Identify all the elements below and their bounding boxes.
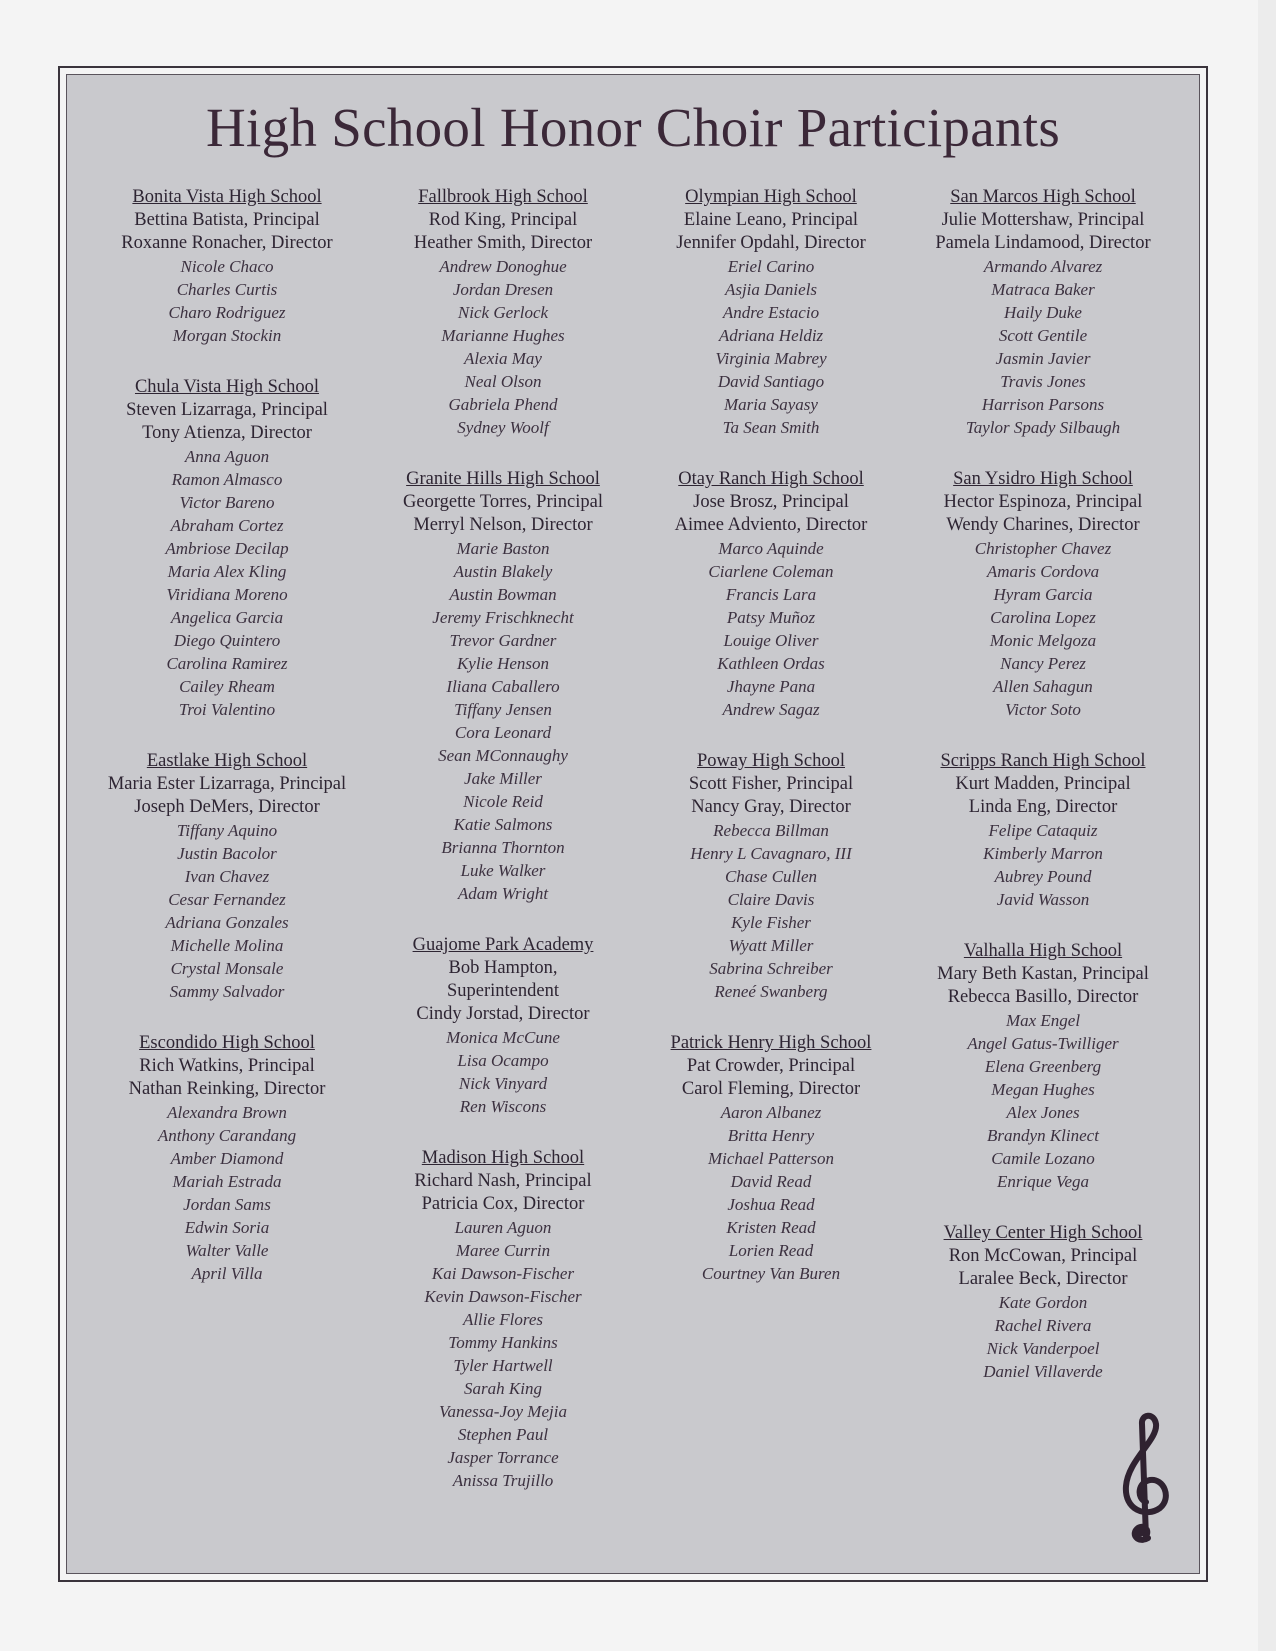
school-name: Chula Vista High School (134, 377, 320, 397)
student-name: Maria Sayasy (724, 395, 818, 414)
student-name: Monic Melgoza (989, 631, 1097, 650)
staff-line: Scott Fisher, Principal (688, 774, 854, 794)
staff-line: Rich Watkins, Principal (139, 1056, 315, 1076)
student-name: Gabriela Phend (448, 395, 558, 414)
school-block (636, 186, 906, 439)
student-name: Felipe Cataquiz (988, 821, 1098, 840)
student-name: Carolina Lopez (990, 608, 1096, 627)
student-name: Marianne Hughes (441, 326, 565, 345)
student-name: Haily Duke (1004, 303, 1082, 322)
school-block (908, 186, 1178, 439)
student-name: Andrew Sagaz (722, 700, 820, 719)
school-name: San Ysidro High School (953, 469, 1133, 489)
staff-line: Bob Hampton, (448, 958, 558, 978)
student-name: Kyle Fisher (731, 913, 811, 932)
student-name: Angelica Garcia (170, 608, 284, 627)
student-name: Morgan Stockin (172, 326, 282, 345)
student-name: Crystal Monsale (170, 959, 284, 978)
student-name: Camile Lozano (991, 1149, 1095, 1168)
student-name: April Villa (191, 1264, 263, 1283)
student-name: Adriana Gonzales (165, 913, 289, 932)
column-1 (92, 186, 362, 1314)
student-name: Nick Gerlock (457, 303, 549, 322)
staff-line: Jose Brosz, Principal (693, 492, 849, 512)
student-name: Louige Oliver (723, 631, 819, 650)
student-name: Walter Valle (185, 1241, 269, 1260)
student-name: Jasmin Javier (995, 349, 1091, 368)
student-name: Anna Aguon (184, 447, 270, 466)
student-name: Kathleen Ordas (717, 654, 825, 673)
student-name: Max Engel (1005, 1011, 1081, 1030)
student-name: Lauren Aguon (454, 1218, 552, 1237)
student-name: Rachel Rivera (994, 1316, 1092, 1335)
student-name: Charles Curtis (176, 280, 278, 299)
staff-line: Mary Beth Kastan, Principal (937, 964, 1149, 984)
page-title: High School Honor Choir Participants (205, 97, 1061, 158)
student-name: Troi Valentino (178, 700, 276, 719)
student-name: Virginia Mabrey (715, 349, 827, 368)
student-name: Luke Walker (460, 861, 546, 880)
student-name: Carolina Ramirez (166, 654, 288, 673)
student-name: Reneé Swanberg (714, 982, 828, 1001)
student-name: Adam Wright (457, 884, 549, 903)
staff-line: Jennifer Opdahl, Director (676, 233, 866, 253)
school-block (368, 1147, 638, 1492)
school-block (92, 750, 362, 1003)
school-name: Valhalla High School (963, 941, 1123, 961)
school-name: Poway High School (697, 751, 845, 771)
student-name: Neal Olson (464, 372, 542, 391)
student-name: Britta Henry (727, 1126, 815, 1145)
student-name: Elena Greenberg (984, 1057, 1102, 1076)
school-block (908, 1222, 1178, 1383)
school-block (636, 468, 906, 721)
staff-line: Pat Crowder, Principal (686, 1056, 856, 1076)
staff-line: Richard Nash, Principal (414, 1171, 592, 1191)
student-name: Enrique Vega (996, 1172, 1090, 1191)
staff-line: Tony Atienza, Director (142, 423, 312, 443)
student-name: Sabrina Schreiber (709, 959, 833, 978)
staff-line: Rod King, Principal (428, 210, 578, 230)
student-name: Andre Estacio (722, 303, 820, 322)
student-name: Alex Jones (1006, 1103, 1080, 1122)
student-name: Cora Leonard (454, 723, 552, 742)
student-name: Jordan Sams (183, 1195, 271, 1214)
school-name: Scripps Ranch High School (940, 751, 1146, 771)
school-block (92, 1032, 362, 1285)
student-name: Sean MConnaughy (438, 746, 568, 765)
student-name: Jeremy Frischknecht (432, 608, 574, 627)
student-name: Nick Vinyard (458, 1074, 548, 1093)
student-name: Anthony Carandang (157, 1126, 297, 1145)
column-3 (636, 186, 906, 1314)
staff-line: Julie Mottershaw, Principal (941, 210, 1145, 230)
staff-line: Kurt Madden, Principal (955, 774, 1131, 794)
student-name: Lisa Ocampo (457, 1051, 549, 1070)
student-name: Marco Aquinde (718, 539, 824, 558)
school-name: Otay Ranch High School (678, 469, 864, 489)
student-name: Patsy Muñoz (726, 608, 816, 627)
student-name: Matraca Baker (991, 280, 1095, 299)
staff-line: Patricia Cox, Director (421, 1194, 585, 1214)
student-name: Daniel Villaverde (983, 1362, 1103, 1381)
staff-line: Linda Eng, Director (968, 797, 1118, 817)
student-name: Hyram Garcia (993, 585, 1093, 604)
student-name: Vanessa-Joy Mejia (439, 1402, 567, 1421)
student-name: Taylor Spady Silbaugh (965, 418, 1121, 437)
student-name: Monica McCune (446, 1028, 560, 1047)
column-4 (908, 186, 1178, 1412)
student-name: Alexandra Brown (167, 1103, 287, 1122)
student-name: Armando Alvarez (983, 257, 1103, 276)
student-name: Allie Flores (462, 1310, 544, 1329)
student-name: Kate Gordon (998, 1293, 1088, 1312)
student-name: Adriana Heldiz (718, 326, 824, 345)
student-name: Ren Wiscons (459, 1097, 547, 1116)
student-name: Jordan Dresen (452, 280, 554, 299)
student-name: Javid Wasson (996, 890, 1090, 909)
treble-clef-icon (1116, 1410, 1176, 1550)
student-name: Amaris Cordova (986, 562, 1100, 581)
student-name: Katie Salmons (453, 815, 553, 834)
student-name: Joshua Read (727, 1195, 815, 1214)
staff-line: Heather Smith, Director (413, 233, 593, 253)
student-name: Jasper Torrance (447, 1448, 559, 1467)
student-name: Rebecca Billman (713, 821, 829, 840)
student-name: Angel Gatus-Twilliger (967, 1034, 1119, 1053)
student-name: Amber Diamond (170, 1149, 284, 1168)
school-block (908, 940, 1178, 1193)
student-name: Allen Sahagun (993, 677, 1093, 696)
school-name: Olympian High School (685, 187, 857, 207)
student-name: Andrew Donoghue (439, 257, 567, 276)
staff-line: Nathan Reinking, Director (128, 1079, 326, 1099)
student-name: Maria Alex Kling (167, 562, 287, 581)
student-name: Asjia Daniels (724, 280, 818, 299)
student-name: Nicole Chaco (180, 257, 274, 276)
student-name: Nicole Reid (463, 792, 543, 811)
staff-line: Elaine Leano, Principal (683, 210, 859, 230)
student-name: Kimberly Marron (983, 844, 1103, 863)
student-name: Michelle Molina (170, 936, 284, 955)
staff-line: Merryl Nelson, Director (413, 515, 593, 535)
student-name: Aubrey Pound (994, 867, 1092, 886)
staff-line: Hector Espinoza, Principal (943, 492, 1143, 512)
student-name: Cailey Rheam (179, 677, 275, 696)
staff-line: Wendy Charines, Director (946, 515, 1140, 535)
school-name: Bonita Vista High School (132, 187, 322, 207)
student-name: Eriel Carino (727, 257, 815, 276)
student-name: Kristen Read (726, 1218, 816, 1237)
student-name: Diego Quintero (173, 631, 281, 650)
student-name: Kai Dawson-Fischer (431, 1264, 575, 1283)
staff-line: Carol Fleming, Director (681, 1079, 861, 1099)
student-name: Henry L Cavagnaro, III (690, 844, 852, 863)
student-name: Stephen Paul (457, 1425, 549, 1444)
student-name: Iliana Caballero (446, 677, 560, 696)
student-name: David Read (730, 1172, 812, 1191)
student-name: Abraham Cortez (170, 516, 284, 535)
student-name: Francis Lara (725, 585, 817, 604)
student-name: David Santiago (717, 372, 825, 391)
staff-line: Superintendent (446, 981, 559, 1001)
student-name: Cesar Fernandez (168, 890, 286, 909)
student-name: Nancy Perez (1000, 654, 1086, 673)
school-name: Granite Hills High School (406, 469, 600, 489)
student-name: Austin Bowman (449, 585, 557, 604)
staff-line: Pamela Lindamood, Director (935, 233, 1151, 253)
school-block (92, 376, 362, 721)
student-name: Harrison Parsons (981, 395, 1105, 414)
student-name: Ambriose Decilap (165, 539, 289, 558)
school-block (368, 934, 638, 1118)
student-name: Charo Rodriguez (168, 303, 286, 322)
school-block (368, 186, 638, 439)
student-name: Scott Gentile (998, 326, 1088, 345)
school-name: San Marcos High School (950, 187, 1136, 207)
student-name: Kylie Henson (456, 654, 550, 673)
student-name: Megan Hughes (991, 1080, 1095, 1099)
student-name: Austin Blakely (453, 562, 553, 581)
school-name: Escondido High School (139, 1033, 315, 1053)
school-block (636, 750, 906, 1003)
student-name: Travis Jones (1000, 372, 1086, 391)
school-block (636, 1032, 906, 1285)
student-name: Sarah King (464, 1379, 542, 1398)
student-name: Jake Miller (464, 769, 542, 788)
student-name: Jhayne Pana (726, 677, 816, 696)
student-name: Ciarlene Coleman (708, 562, 834, 581)
staff-line: Cindy Jorstad, Director (416, 1004, 590, 1024)
student-name: Trevor Gardner (449, 631, 557, 650)
student-name: Marie Baston (456, 539, 550, 558)
student-name: Tyler Hartwell (453, 1356, 553, 1375)
student-name: Anissa Trujillo (452, 1471, 554, 1490)
student-name: Sammy Salvador (169, 982, 285, 1001)
student-name: Brandyn Klinect (987, 1126, 1099, 1145)
student-name: Ta Sean Smith (722, 418, 820, 437)
staff-line: Nancy Gray, Director (691, 797, 851, 817)
student-name: Lorien Read (728, 1241, 814, 1260)
staff-line: Steven Lizarraga, Principal (126, 400, 328, 420)
school-name: Guajome Park Academy (412, 935, 594, 955)
student-name: Ivan Chavez (184, 867, 270, 886)
staff-line: Ron McCowan, Principal (948, 1246, 1138, 1266)
staff-line: Georgette Torres, Principal (403, 492, 603, 512)
school-block (92, 186, 362, 347)
student-name: Tiffany Aquino (176, 821, 278, 840)
staff-line: Aimee Adviento, Director (674, 515, 868, 535)
student-name: Claire Davis (727, 890, 815, 909)
student-name: Christopher Chavez (974, 539, 1112, 558)
staff-line: Laralee Beck, Director (958, 1269, 1128, 1289)
school-name: Patrick Henry High School (670, 1033, 872, 1053)
student-name: Victor Bareno (179, 493, 275, 512)
staff-line: Rebecca Basillo, Director (947, 987, 1139, 1007)
school-block (908, 750, 1178, 911)
student-name: Wyatt Miller (728, 936, 814, 955)
student-name: Michael Patterson (707, 1149, 835, 1168)
student-name: Aaron Albanez (720, 1103, 822, 1122)
student-name: Edwin Soria (184, 1218, 270, 1237)
school-name: Madison High School (421, 1148, 585, 1168)
student-name: Brianna Thornton (441, 838, 565, 857)
student-name: Kevin Dawson-Fischer (424, 1287, 582, 1306)
student-name: Tommy Hankins (448, 1333, 558, 1352)
student-name: Courtney Van Buren (701, 1264, 841, 1283)
school-name: Fallbrook High School (418, 187, 588, 207)
school-name: Eastlake High School (146, 751, 308, 771)
school-name: Valley Center High School (943, 1223, 1143, 1243)
student-name: Alexia May (464, 349, 542, 368)
column-2 (368, 186, 638, 1521)
student-name: Justin Bacolor (177, 844, 277, 863)
student-name: Mariah Estrada (172, 1172, 282, 1191)
student-name: Viridiana Moreno (166, 585, 288, 604)
student-name: Tiffany Jensen (454, 700, 552, 719)
student-name: Nick Vanderpoel (986, 1339, 1100, 1358)
student-name: Sydney Woolf (457, 418, 549, 437)
student-name: Maree Currin (455, 1241, 551, 1260)
student-name: Victor Soto (1005, 700, 1081, 719)
student-name: Ramon Almasco (171, 470, 283, 489)
school-block (908, 468, 1178, 721)
student-name: Chase Cullen (724, 867, 818, 886)
school-block (368, 468, 638, 905)
staff-line: Maria Ester Lizarraga, Principal (107, 774, 347, 794)
staff-line: Bettina Batista, Principal (134, 210, 320, 230)
staff-line: Roxanne Ronacher, Director (121, 233, 333, 253)
staff-line: Joseph DeMers, Director (134, 797, 320, 817)
